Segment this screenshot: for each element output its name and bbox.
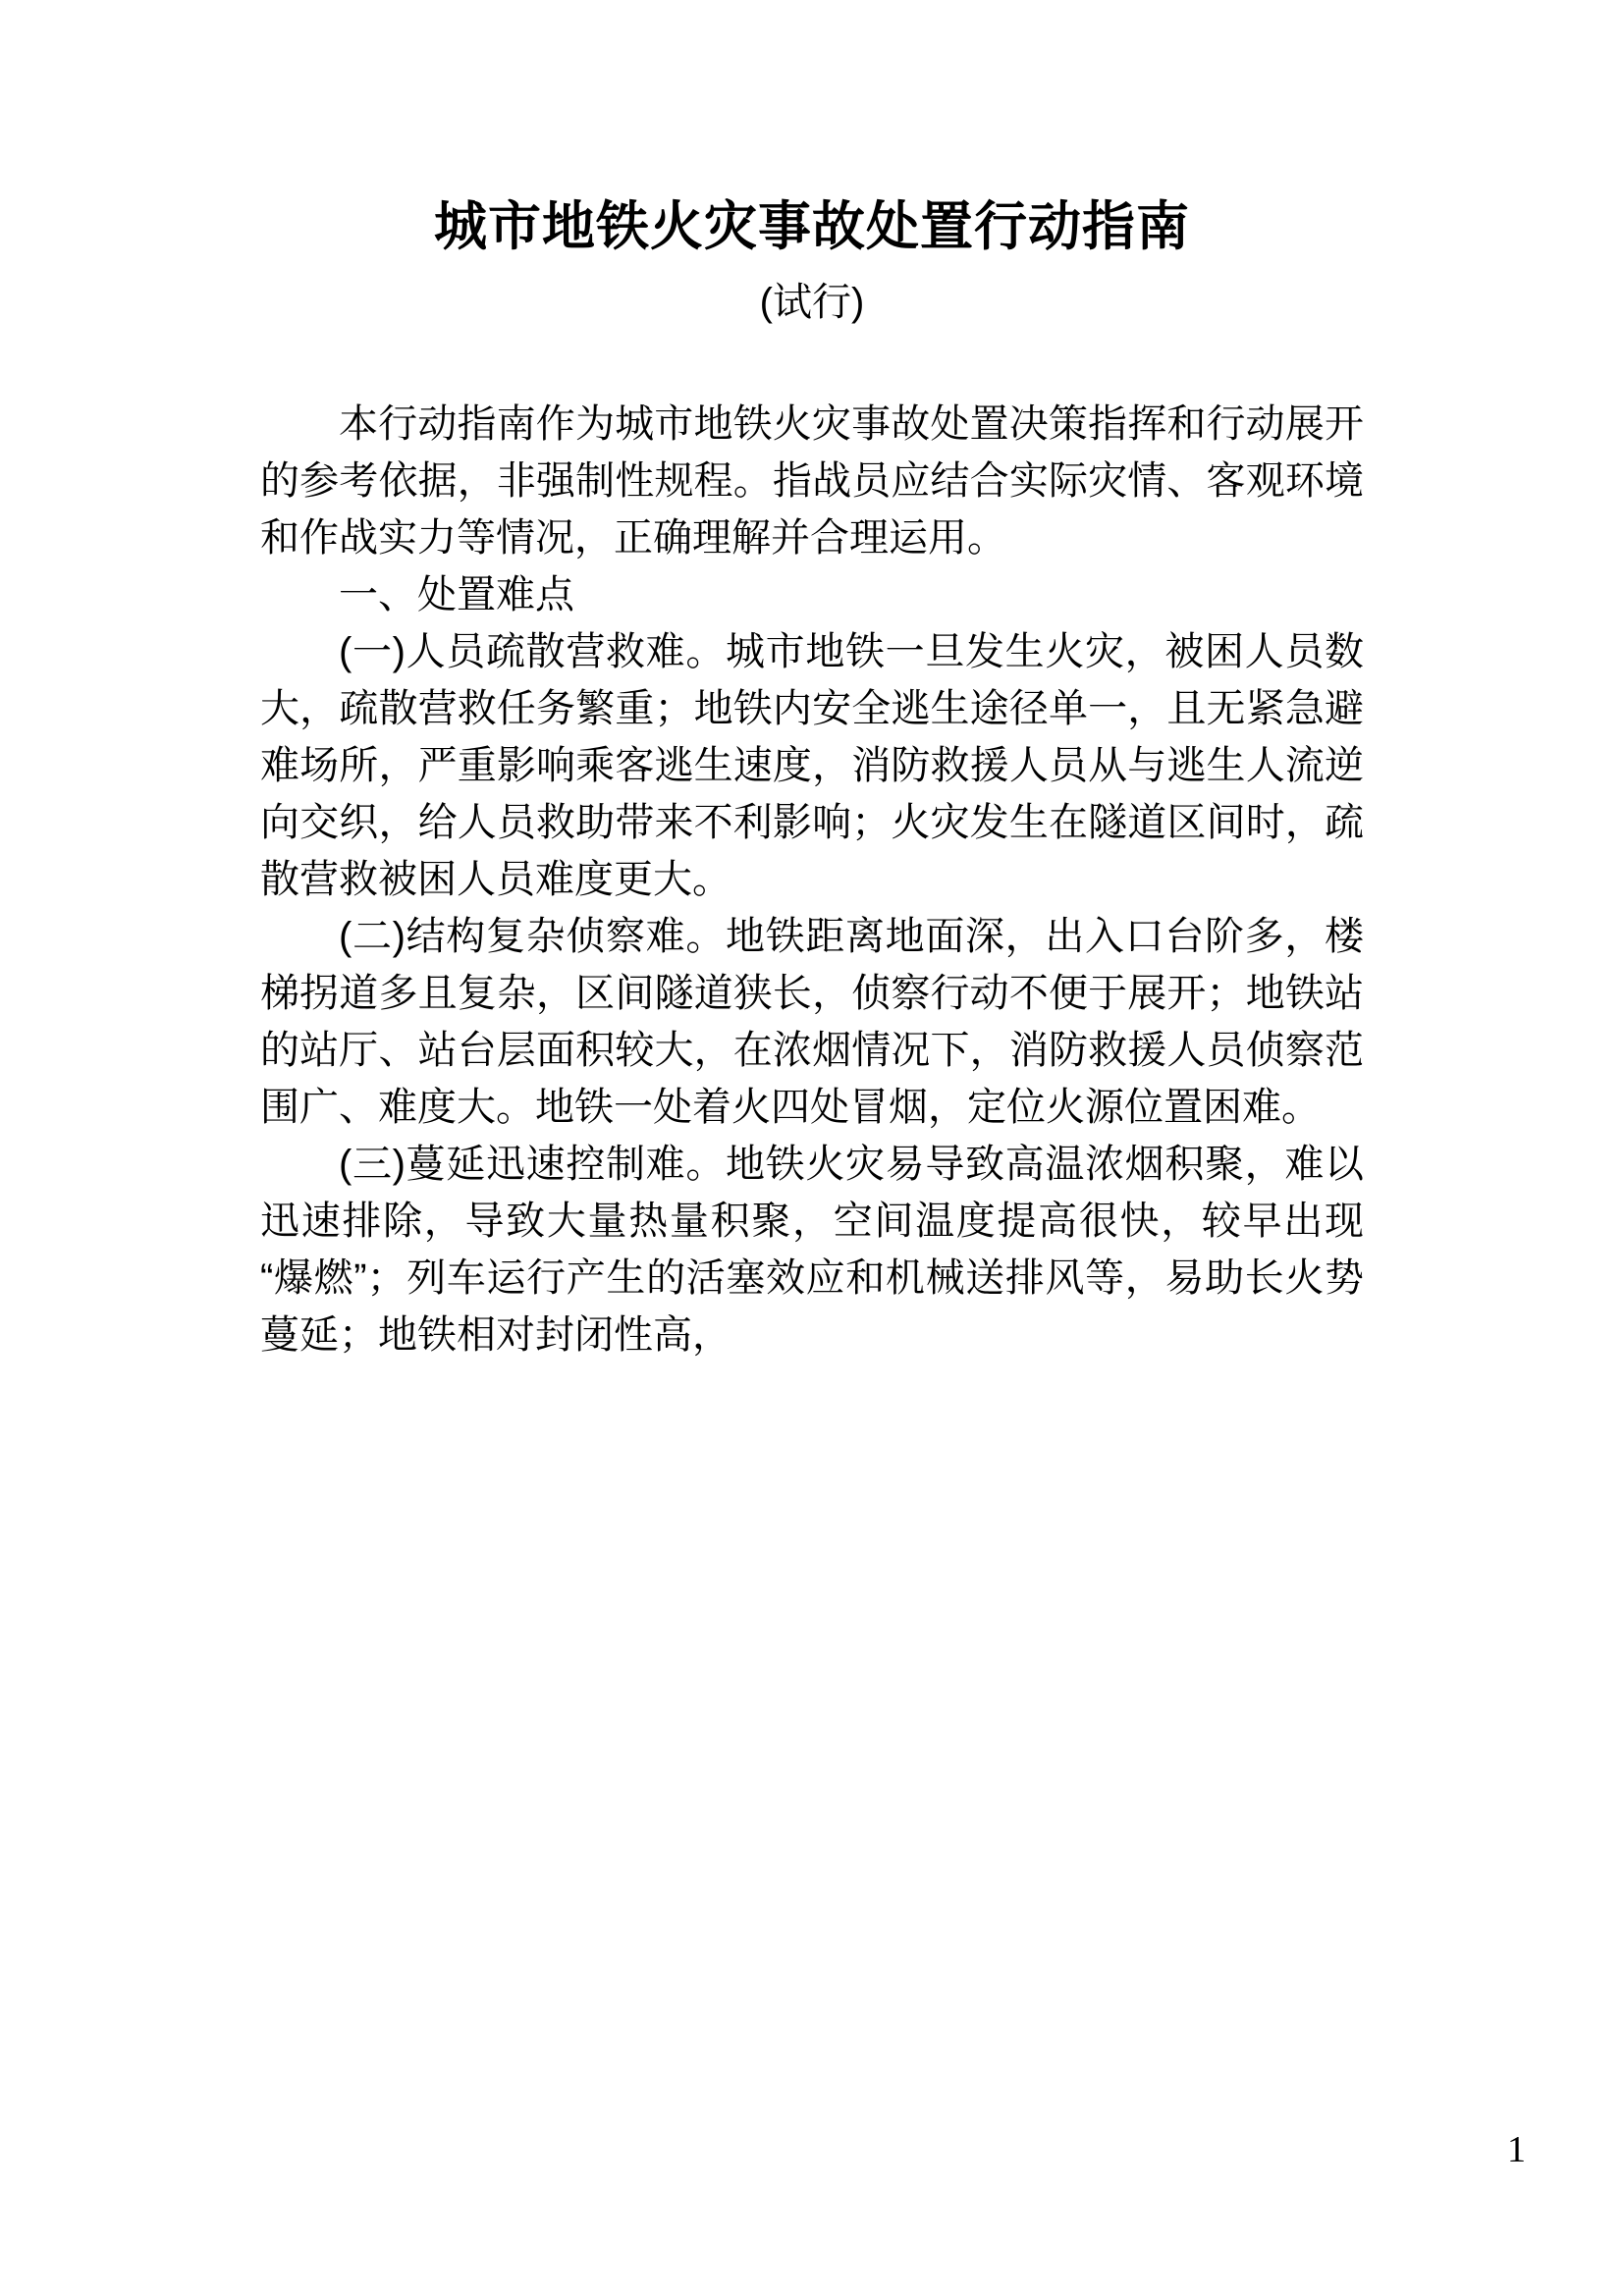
document-content xyxy=(260,191,1364,1363)
document-subtitle: (试行) xyxy=(759,281,865,324)
paragraph-item-3: (三)蔓延迅速控制难。地铁火灾易导致高温浓烟积聚，难以迅速排除，导致大量热量积聚，空间温度提高很快，较早出现“爆燃”；列车运行产生的活塞效应和机械送排风等，易助长火势蔓延；地铁相对封闭性高， xyxy=(260,1143,1364,1357)
paragraph-item-1: (一)人员疏散营救难。城市地铁一旦发生火灾，被困人员数大，疏散营救任务繁重；地铁内安全逃生途径单一，且无紧急避难场所，严重影响乘客逃生速度，消防救援人员从与逃生人流逆向交织，给人员救助带来不利影响；火灾发生在隧道区间时，疏散营救被困人员难度更大。 xyxy=(260,630,1364,901)
paragraph-item-2: (二)结构复杂侦察难。地铁距离地面深，出入口台阶多，楼梯拐道多且复杂，区间隧道狭长，侦察行动不便于展开；地铁站的站厅、站台层面积较大，在浓烟情况下，消防救援人员侦察范围广、难度大。地铁一处着火四处冒烟，定位火源位置困难。 xyxy=(260,915,1364,1129)
paragraph-intro: 本行动指南作为城市地铁火灾事故处置决策指挥和行动展开的参考依据，非强制性规程。指战员应结合实际灾情、客观环境和作战实力等情况，正确理解并合理运用。 xyxy=(260,402,1364,560)
page-number: 1 xyxy=(1507,2129,1526,2170)
section-heading-difficulties: 一、处置难点 xyxy=(339,573,574,616)
document-body xyxy=(260,396,1364,1363)
document-title: 城市地铁火灾事故处置行动指南 xyxy=(434,197,1190,256)
